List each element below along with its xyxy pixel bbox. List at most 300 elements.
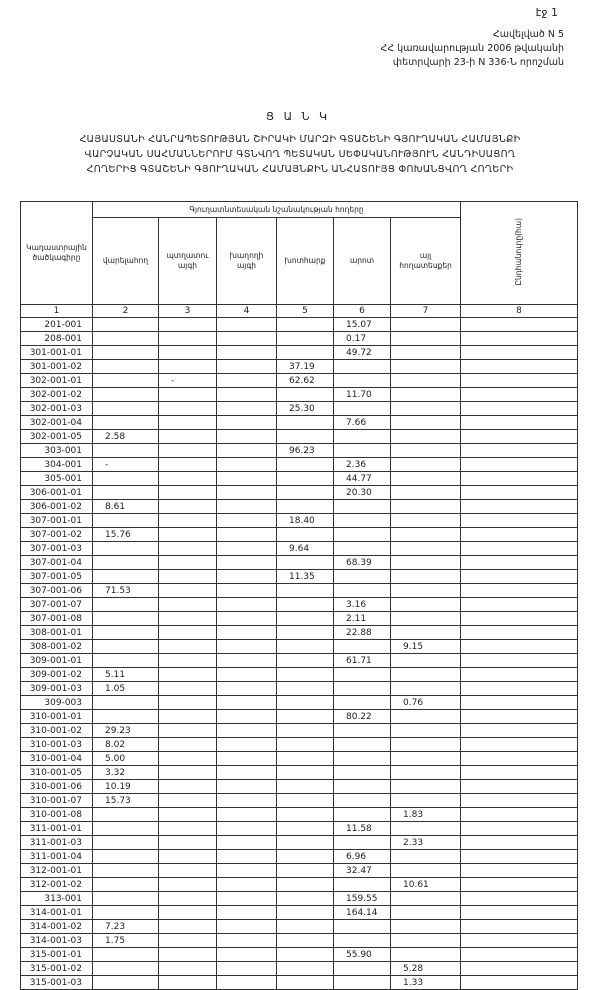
- area-cell: [159, 542, 217, 556]
- table-row: [21, 850, 578, 864]
- table-row: [21, 654, 578, 668]
- area-cell: [277, 920, 334, 934]
- area-cell: [159, 416, 217, 430]
- table-row: [21, 780, 578, 794]
- area-cell: [217, 486, 277, 500]
- area-cell: 2.11: [334, 612, 391, 626]
- cadastral-code-cell: 312-001-01: [21, 864, 93, 878]
- table-row: [21, 598, 578, 612]
- area-cell: [334, 738, 391, 752]
- column-number: 6: [334, 305, 391, 318]
- area-cell: [159, 654, 217, 668]
- area-cell: [217, 892, 277, 906]
- subtitle-line: ՀՈՂԵՐԻՑ ԳՏԱՇԵՆԻ ԳՅՈՒՂԱԿԱՆ ՀԱՄԱՅՆՔԻՆ ԱՆՀԱՏՈՒՅՑ ՓՈԽԱՆՑՎՈՂ ՀՈՂԵՐԻ: [86, 164, 514, 175]
- area-cell: [461, 682, 578, 696]
- area-cell: [334, 514, 391, 528]
- area-cell: 2.58: [93, 430, 159, 444]
- table-row: [21, 444, 578, 458]
- area-cell: [277, 808, 334, 822]
- area-cell: [334, 766, 391, 780]
- cadastral-code-cell: 310-001-05: [21, 766, 93, 780]
- area-cell: [391, 458, 461, 472]
- area-cell: [159, 962, 217, 976]
- cadastral-code-cell: 309-001-03: [21, 682, 93, 696]
- area-cell: [334, 878, 391, 892]
- document-subtitle: [40, 132, 560, 177]
- area-cell: [277, 584, 334, 598]
- area-cell: 9.15: [391, 640, 461, 654]
- area-cell: [277, 878, 334, 892]
- area-cell: [217, 850, 277, 864]
- area-cell: [461, 822, 578, 836]
- area-cell: 61.71: [334, 654, 391, 668]
- area-cell: [391, 822, 461, 836]
- column-number: 8: [461, 305, 578, 318]
- area-cell: [391, 780, 461, 794]
- cadastral-code-cell: 315-001-03: [21, 976, 93, 990]
- col-arable-header: վարելահող: [93, 218, 159, 305]
- cadastral-code-cell: 308-001-01: [21, 626, 93, 640]
- area-cell: [159, 668, 217, 682]
- area-cell: [159, 332, 217, 346]
- table-row: [21, 696, 578, 710]
- area-cell: [334, 528, 391, 542]
- area-cell: [277, 836, 334, 850]
- area-cell: [159, 682, 217, 696]
- area-cell: [93, 710, 159, 724]
- area-cell: [93, 472, 159, 486]
- area-cell: 10.61: [391, 878, 461, 892]
- area-cell: [461, 486, 578, 500]
- area-cell: [277, 682, 334, 696]
- cadastral-code-cell: 307-001-02: [21, 528, 93, 542]
- area-cell: [461, 864, 578, 878]
- area-cell: [217, 598, 277, 612]
- area-cell: [93, 640, 159, 654]
- area-cell: [217, 402, 277, 416]
- area-cell: [93, 402, 159, 416]
- table-row: [21, 724, 578, 738]
- area-cell: [159, 346, 217, 360]
- document-title: Ց Ա Ն Կ: [265, 110, 331, 123]
- cadastral-code-cell: 208-001: [21, 332, 93, 346]
- area-cell: [461, 346, 578, 360]
- area-cell: [391, 738, 461, 752]
- area-cell: [334, 780, 391, 794]
- area-cell: [391, 318, 461, 332]
- area-cell: [391, 472, 461, 486]
- cadastral-code-cell: 307-001-04: [21, 556, 93, 570]
- table-row: [21, 584, 578, 598]
- area-cell: [391, 528, 461, 542]
- cadastral-code-cell: 201-001: [21, 318, 93, 332]
- cadastral-code-cell: 309-001-01: [21, 654, 93, 668]
- area-cell: [217, 640, 277, 654]
- area-cell: [217, 570, 277, 584]
- table-row: [21, 402, 578, 416]
- area-cell: [391, 752, 461, 766]
- cadastral-code-cell: 302-001-03: [21, 402, 93, 416]
- cadastral-code-cell: 310-001-03: [21, 738, 93, 752]
- column-number: 3: [159, 305, 217, 318]
- area-cell: 5.11: [93, 668, 159, 682]
- area-cell: [159, 640, 217, 654]
- area-cell: [461, 836, 578, 850]
- column-number: 5: [277, 305, 334, 318]
- area-cell: [159, 598, 217, 612]
- area-cell: [217, 318, 277, 332]
- area-cell: [277, 472, 334, 486]
- area-cell: [334, 360, 391, 374]
- cadastral-code-cell: 310-001-06: [21, 780, 93, 794]
- area-cell: [334, 570, 391, 584]
- area-cell: [277, 486, 334, 500]
- cadastral-code-cell: 311-001-01: [21, 822, 93, 836]
- area-cell: [217, 780, 277, 794]
- area-cell: [391, 934, 461, 948]
- table-row: [21, 766, 578, 780]
- area-cell: [461, 528, 578, 542]
- area-cell: [391, 514, 461, 528]
- area-cell: [391, 416, 461, 430]
- cadastral-code-cell: 308-001-02: [21, 640, 93, 654]
- area-cell: [217, 906, 277, 920]
- column-number-row: [21, 305, 578, 318]
- table-row: [21, 458, 578, 472]
- area-cell: 96.23: [277, 444, 334, 458]
- area-cell: [277, 794, 334, 808]
- area-cell: -: [159, 374, 217, 388]
- area-cell: [159, 780, 217, 794]
- area-cell: [217, 528, 277, 542]
- area-cell: 10.19: [93, 780, 159, 794]
- area-cell: [93, 318, 159, 332]
- area-cell: [334, 542, 391, 556]
- area-cell: [334, 584, 391, 598]
- col-cadastral-code-header: Կադաստրային ծածկագիրը: [21, 202, 93, 305]
- area-cell: [461, 654, 578, 668]
- area-cell: [334, 794, 391, 808]
- table-row: [21, 486, 578, 500]
- area-cell: [217, 514, 277, 528]
- table-row: [21, 640, 578, 654]
- area-cell: [93, 374, 159, 388]
- area-cell: [277, 948, 334, 962]
- annex-header-line: ՀՀ կառավարության 2006 թվականի: [380, 43, 564, 54]
- area-cell: 15.73: [93, 794, 159, 808]
- area-cell: 159.55: [334, 892, 391, 906]
- table-row: [21, 948, 578, 962]
- area-cell: [277, 822, 334, 836]
- area-cell: [277, 710, 334, 724]
- area-cell: [277, 724, 334, 738]
- annex-header-line: Հավելված N 5: [492, 29, 564, 40]
- area-cell: [217, 822, 277, 836]
- col-other-land-header: այլ հողատեսքեր: [391, 218, 461, 305]
- table-row: [21, 472, 578, 486]
- area-cell: [217, 836, 277, 850]
- table-row: [21, 500, 578, 514]
- area-cell: [159, 724, 217, 738]
- table-row: [21, 542, 578, 556]
- area-cell: [217, 710, 277, 724]
- col-total-header: [461, 202, 578, 305]
- table-row: [21, 318, 578, 332]
- area-cell: [93, 864, 159, 878]
- area-cell: [93, 388, 159, 402]
- area-cell: [461, 514, 578, 528]
- area-cell: [159, 920, 217, 934]
- area-cell: [461, 766, 578, 780]
- area-cell: [461, 458, 578, 472]
- area-cell: [93, 696, 159, 710]
- area-cell: [277, 640, 334, 654]
- cadastral-code-cell: 314-001-03: [21, 934, 93, 948]
- area-cell: [159, 458, 217, 472]
- cadastral-code-cell: 304-001: [21, 458, 93, 472]
- area-cell: 3.16: [334, 598, 391, 612]
- table-row: [21, 864, 578, 878]
- table-row: [21, 710, 578, 724]
- table-row: [21, 808, 578, 822]
- table-row: [21, 346, 578, 360]
- area-cell: [391, 948, 461, 962]
- area-cell: [159, 388, 217, 402]
- cadastral-code-cell: 302-001-02: [21, 388, 93, 402]
- area-cell: [334, 962, 391, 976]
- area-cell: 32.47: [334, 864, 391, 878]
- area-cell: [461, 598, 578, 612]
- area-cell: [217, 500, 277, 514]
- area-cell: [461, 724, 578, 738]
- area-cell: [159, 570, 217, 584]
- area-cell: [159, 850, 217, 864]
- table-row: [21, 388, 578, 402]
- area-cell: [461, 570, 578, 584]
- area-cell: [93, 556, 159, 570]
- area-cell: [461, 500, 578, 514]
- area-cell: [217, 682, 277, 696]
- area-cell: [217, 808, 277, 822]
- area-cell: [159, 360, 217, 374]
- table-row: [21, 752, 578, 766]
- table-row: [21, 514, 578, 528]
- area-cell: 22.88: [334, 626, 391, 640]
- cadastral-code-cell: 312-001-02: [21, 878, 93, 892]
- area-cell: [277, 416, 334, 430]
- area-cell: [461, 920, 578, 934]
- area-cell: [277, 934, 334, 948]
- area-cell: [217, 444, 277, 458]
- area-cell: [159, 584, 217, 598]
- table-row: [21, 920, 578, 934]
- area-cell: [93, 808, 159, 822]
- area-cell: [159, 528, 217, 542]
- area-cell: [93, 598, 159, 612]
- area-cell: [391, 724, 461, 738]
- area-cell: 5.00: [93, 752, 159, 766]
- area-cell: [461, 738, 578, 752]
- area-cell: [159, 766, 217, 780]
- area-cell: [461, 626, 578, 640]
- area-cell: [159, 822, 217, 836]
- area-cell: [277, 962, 334, 976]
- area-cell: [277, 850, 334, 864]
- area-cell: [461, 934, 578, 948]
- area-cell: [461, 752, 578, 766]
- table-row: [21, 962, 578, 976]
- area-cell: [217, 962, 277, 976]
- cadastral-code-cell: 310-001-04: [21, 752, 93, 766]
- area-cell: 11.70: [334, 388, 391, 402]
- area-cell: [334, 430, 391, 444]
- table-row: [21, 892, 578, 906]
- area-cell: [159, 472, 217, 486]
- area-cell: [391, 766, 461, 780]
- area-cell: [159, 514, 217, 528]
- column-number: 7: [391, 305, 461, 318]
- area-cell: [391, 556, 461, 570]
- area-cell: [391, 402, 461, 416]
- area-cell: [461, 878, 578, 892]
- column-number: 1: [21, 305, 93, 318]
- area-cell: [334, 500, 391, 514]
- area-cell: [277, 696, 334, 710]
- area-cell: 7.66: [334, 416, 391, 430]
- area-cell: [277, 332, 334, 346]
- cadastral-code-cell: 314-001-01: [21, 906, 93, 920]
- area-cell: [461, 374, 578, 388]
- area-cell: [461, 416, 578, 430]
- cadastral-code-cell: 302-001-01: [21, 374, 93, 388]
- table-row: [21, 878, 578, 892]
- area-cell: 9.64: [277, 542, 334, 556]
- cadastral-code-cell: 309-001-02: [21, 668, 93, 682]
- area-cell: [391, 906, 461, 920]
- table-row: [21, 430, 578, 444]
- area-cell: [217, 920, 277, 934]
- area-cell: [391, 668, 461, 682]
- area-cell: [461, 402, 578, 416]
- area-cell: 55.90: [334, 948, 391, 962]
- area-cell: [391, 444, 461, 458]
- area-cell: [159, 402, 217, 416]
- area-cell: [461, 906, 578, 920]
- area-cell: [277, 766, 334, 780]
- area-cell: [159, 430, 217, 444]
- area-cell: 25.30: [277, 402, 334, 416]
- area-cell: 11.35: [277, 570, 334, 584]
- area-cell: 15.76: [93, 528, 159, 542]
- col-hayfield-header: խոտհարք: [277, 218, 334, 305]
- table-row: [21, 556, 578, 570]
- table-row: [21, 822, 578, 836]
- table-row: [21, 612, 578, 626]
- area-cell: [334, 836, 391, 850]
- area-cell: [159, 892, 217, 906]
- area-cell: [217, 752, 277, 766]
- area-cell: [461, 332, 578, 346]
- area-cell: [217, 388, 277, 402]
- area-cell: [277, 668, 334, 682]
- area-cell: 2.36: [334, 458, 391, 472]
- area-cell: [334, 724, 391, 738]
- area-cell: [159, 738, 217, 752]
- area-cell: [93, 654, 159, 668]
- area-cell: [334, 682, 391, 696]
- area-cell: [391, 626, 461, 640]
- cadastral-code-cell: 315-001-02: [21, 962, 93, 976]
- area-cell: [217, 626, 277, 640]
- area-cell: [334, 752, 391, 766]
- area-cell: [277, 612, 334, 626]
- cadastral-code-cell: 311-001-03: [21, 836, 93, 850]
- cadastral-code-cell: 310-001-07: [21, 794, 93, 808]
- area-cell: 3.32: [93, 766, 159, 780]
- area-cell: [391, 346, 461, 360]
- cadastral-code-cell: 307-001-05: [21, 570, 93, 584]
- area-cell: [391, 430, 461, 444]
- table-row: [21, 374, 578, 388]
- area-cell: 1.83: [391, 808, 461, 822]
- area-cell: [334, 668, 391, 682]
- area-cell: [277, 892, 334, 906]
- area-cell: [277, 528, 334, 542]
- cadastral-code-cell: 307-001-08: [21, 612, 93, 626]
- area-cell: [93, 822, 159, 836]
- area-cell: [217, 458, 277, 472]
- area-cell: [217, 472, 277, 486]
- area-cell: [391, 892, 461, 906]
- area-cell: [93, 850, 159, 864]
- area-cell: 71.53: [93, 584, 159, 598]
- area-cell: [159, 696, 217, 710]
- area-cell: [159, 934, 217, 948]
- area-cell: [277, 598, 334, 612]
- area-cell: [461, 948, 578, 962]
- area-cell: [93, 612, 159, 626]
- area-cell: [461, 696, 578, 710]
- cadastral-code-cell: 310-001-08: [21, 808, 93, 822]
- area-cell: [461, 318, 578, 332]
- area-cell: [277, 752, 334, 766]
- area-cell: 68.39: [334, 556, 391, 570]
- table-row: [21, 626, 578, 640]
- area-cell: 8.61: [93, 500, 159, 514]
- area-cell: 164.14: [334, 906, 391, 920]
- table-body: [21, 318, 578, 990]
- area-cell: [93, 962, 159, 976]
- area-cell: [93, 444, 159, 458]
- area-cell: [217, 332, 277, 346]
- area-cell: [461, 612, 578, 626]
- area-cell: [217, 374, 277, 388]
- area-cell: [461, 794, 578, 808]
- area-cell: 44.77: [334, 472, 391, 486]
- area-cell: [391, 864, 461, 878]
- area-cell: 1.33: [391, 976, 461, 990]
- area-cell: 37.19: [277, 360, 334, 374]
- area-cell: [159, 752, 217, 766]
- area-cell: [277, 864, 334, 878]
- table-row: [21, 934, 578, 948]
- cadastral-code-cell: 310-001-01: [21, 710, 93, 724]
- cadastral-code-cell: 313-001: [21, 892, 93, 906]
- area-cell: 1.05: [93, 682, 159, 696]
- area-cell: [217, 794, 277, 808]
- table-row: [21, 570, 578, 584]
- area-cell: [391, 584, 461, 598]
